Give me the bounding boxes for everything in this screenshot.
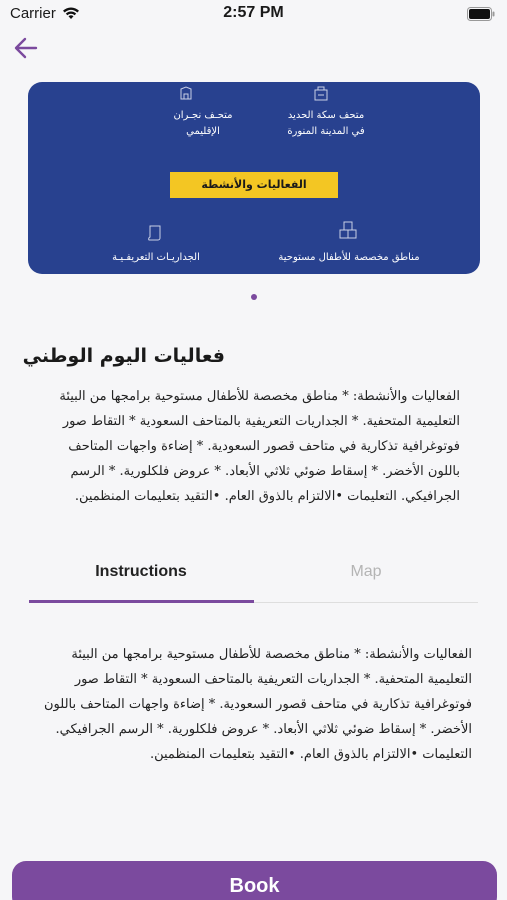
banner-item-railway: متحف سكة الحديد في المدينة المنورة (287, 110, 365, 137)
active-tab-indicator (29, 600, 254, 603)
events-chip: الفعاليات والأنشطة (170, 172, 338, 198)
battery-icon (467, 6, 495, 25)
scroll-icon (146, 224, 164, 242)
book-button[interactable]: Book (12, 861, 497, 900)
blocks-icon (338, 220, 360, 242)
status-bar (0, 0, 507, 30)
page-indicator-dot[interactable] (251, 294, 257, 300)
arrow-left-icon (12, 34, 40, 62)
banner-image[interactable] (28, 82, 480, 274)
train-station-icon (313, 86, 329, 102)
tab-map[interactable]: Map (350, 563, 382, 580)
instructions-content: الفعاليات والأنشطة: * مناطق مخصصة للأطفال مستوحية برامجها من البيئة التعليمية المتحفية. * الجداريات التعريفية بالمتاحف السعودية * التقاط صور فوتوغرافية تذكارية في متاحف قصور السعودية. * إضاءة واجهات المتاحف باللون الأخضر. * إسقاط ضوئي ثلاثي الأبعاد. * عروض فلكلورية. * الرسم الجرافيكي. التعليمات •الالتزام بالذوق العام. •التقيد بتعليمات المنظمين. (44, 647, 472, 762)
tab-divider (254, 602, 478, 603)
page-title: فعاليات اليوم الوطني (22, 345, 225, 367)
tab-instructions[interactable]: Instructions (95, 563, 187, 580)
status-time: 2:57 PM (223, 4, 284, 21)
banner-item-kids: مناطق مخصصة للأطفال مستوحية (278, 252, 420, 263)
event-description: الفعاليات والأنشطة: * مناطق مخصصة للأطفال مستوحية برامجها من البيئة التعليمية المتحفية. * الجداريات التعريفية بالمتاحف السعودية * التقاط صور فوتوغرافية تذكارية في متاحف قصور السعودية. * إضاءة واجهات المتاحف باللون الأخضر. * إسقاط ضوئي ثلاثي الأبعاد. * عروض فلكلورية. * الرسم الجرافيكي. التعليمات •الالتزام بالذوق العام. •التقيد بتعليمات المنظمين. (59, 389, 460, 504)
back-button[interactable] (12, 34, 40, 62)
banner-item-najran: متحـف نجـران الإقليمي (173, 110, 233, 137)
building-icon (179, 86, 193, 100)
carrier-label: Carrier (10, 5, 56, 22)
banner-item-murals: الجداريـات التعريفـيـة (112, 252, 200, 263)
